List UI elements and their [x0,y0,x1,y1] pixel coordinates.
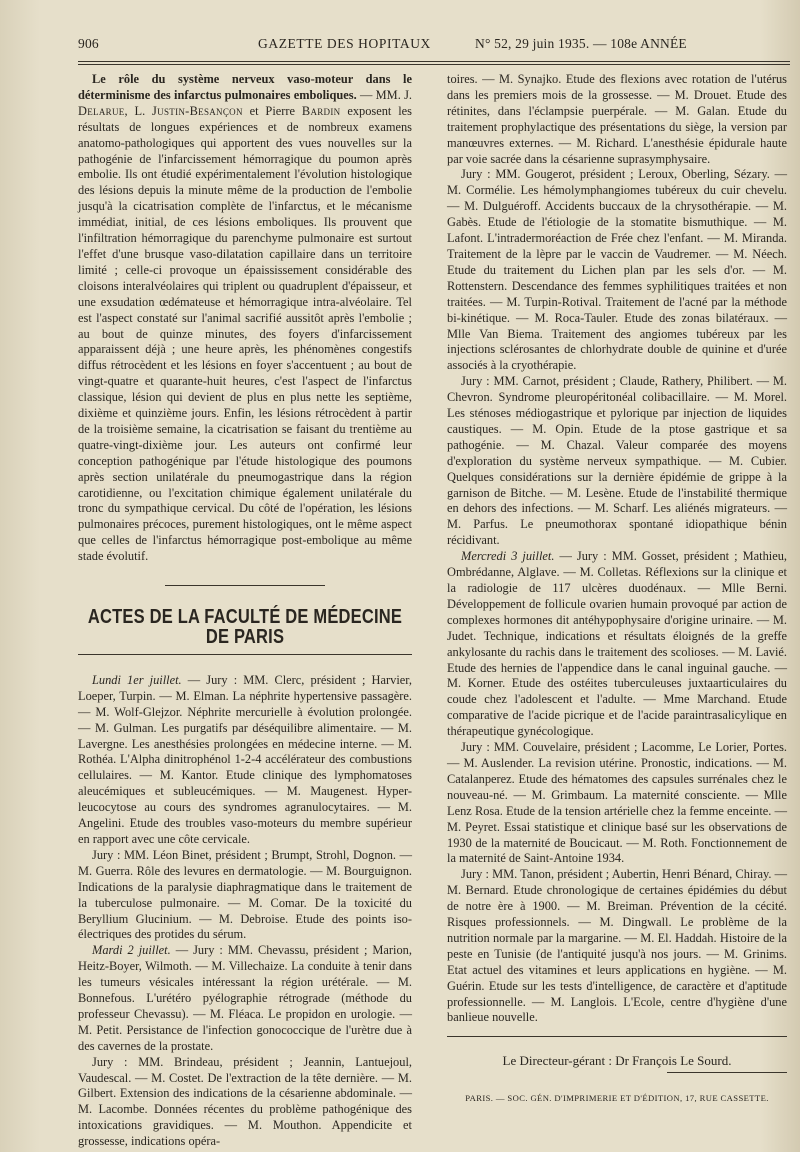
journal-title: GAZETTE DES HOPITAUX [258,36,431,51]
closing-rule [667,1072,787,1073]
faculty-acts-list [447,72,787,1026]
jury-text: — Jury : MM. Chevassu, président ; Marion, Heitz-Boyer, Wilmoth. — M. Villechaize. La conduite à tenir dans les tumeurs vésicales intéressant la région urétérale. — M. Bonnefous. L'urétéro pyélographie rétrograde (méthode du professeur Chevassu). — M. Fléaca. Le propidon en urologie. — M. Petit. Persistance de l'infection gonococcique de l'urètre due à des cavernes de la prostate. [78,943,412,1053]
date-lead: Lundi 1er juillet. [92,672,182,687]
page-header [78,34,790,56]
jury-text: Jury : MM. Brindeau, président ; Jeannin, Lantuejoul, Vaudescal. — M. Costet. De l'extraction de la tête dernière. — M. Gilbert. Extension des indications de la césarienne abdominale. — M. Lacombe. Données récentes du problème pathogénique des intoxications gravidiques. — M. Mouthon. Appendicite et grossesse, indications opéra- [78,1054,412,1149]
jury-paragraph [447,374,787,549]
author-separator: — MM. J. [356,87,412,102]
jury-text: Jury : MM. Carnot, président ; Claude, Rathery, Philibert. — M. Chevron. Syndrome pleuropéritonéal colibacillaire. — M. Morel. Les sténoses médiogastrique et pylorique par injection de liquides caustiques. — M. Opin. Etude de la ptose gastrique et sa pathogénie. — M. Chazal. Valeur comparée des moyens d'exploration du système nerveux sympathique. — M. Cubier. Quelques considérations sur la dernière épidémie de grippe à la garnison de Bitche. — M. Lesène. Etude de l'instabilité thermique en dehors des infections. — M. Scharf. Les aliénés migrateurs. — M. Parfus. Le pneumothorax spontané idiopathique bénin récidivant. [447,374,787,548]
jury-paragraph [447,72,787,167]
printer-line: PARIS. — SOC. GÉN. D'IMPRIMERIE ET D'ÉDITION, 17, RUE CASSETTE. [465,1093,769,1104]
jury-paragraph [78,673,412,848]
author-name: Delarue [78,103,125,118]
jury-text: Jury : MM. Gougerot, président ; Leroux, Oberling, Sézary. — M. Cormélie. Les hémolymphangiomes tubéreux du cuir chevelu. — M. Dulguéroff. Accidents buccaux de la chrysothérapie. — M. Gabès. Etude de l'étiologie de la stomatite bismuthique. — M. Lafont. L'intradermoréaction de Frée chez l'enfant. — M. Miranda. Traitement de la lèpre par le vaccin de Vaudremer. — M. Néech. Etude du traitement du Lichen plan par les sels d'or. — M. Rottenstern. Descendance des femmes syphilitiques traitées et non traitées. — M. Turpin-Rotival. Traitement de l'acné par la méthode bi-kinétique. — M. Roca-Tauler. Etude des zonas bilatéraux. — Mlle Van Biema. Traitement des angiomes tubéreux par les injections sclérosantes de chlorhydrate double de quinine et d'urée associés à la cryothérapie. [447,167,787,373]
author-separator: et Pierre [242,103,302,118]
jury-text: Jury : MM. Couvelaire, président ; Lacomme, Le Lorier, Portes. — M. Auslender. La revision utérine. Pronostic, indications. — M. Catalanperez. Etude des hématomes des capsules surrénales chez le nouveau-né. — M. Grimbaum. La maternité consciente. — Mlle Lenz Rosa. Etude de la tension artérielle chez la femme enceinte. — M. Peyret. Essai statistique et clinique basé sur les observations de 1930 de la maternité de Boucicaut. — M. Roth. Fonctionnement de la maternité de Saint-Antoine 1934. [447,740,787,866]
author-name: Justin-Besançon [152,103,243,118]
jury-text: Jury : MM. Léon Binet, président ; Brumpt, Strohl, Dognon. — M. Guerra. Rôle des levures en dermatologie. — M. Bourguignon. Indications de la paralysie diaphragmatique dans le traitement de la tuberculose pulmonaire. — M. Comar. De la toxicité du Beryllium Glucinium. — M. Debroise. Etude des points iso-électriques des protides du sérum. [78,847,412,942]
date-lead: Mardi 2 juillet. [92,943,171,958]
jury-text: — Jury : MM. Gosset, président ; Mathieu, Ombrédanne, Alglave. — M. Colletas. Réflexions sur la clinique et la radiologie de 117 ulcères duodénaux. — Mlle Berni. Développement de follicule ovarien humain provoqué par action de complexes hormones dit antéhypophysaire d'origine urinaire. — M. Judet. Technique, indications et résultats éloignés de la greffe ankylosante du rachis dans le traitement des scolioses. — M. Lavié. Etude des hernies de l'appendice dans le canal inguinal gauche. — M. Korner. Etude des ostéites tuberculeuses juxtaarticulaires du coude chez l'adolescent et l'adulte. — Mme Marchand. Etude comparative de l'acide picrique et de l'acide paraintrasalicylique en thérapeutique gynécologique. [447,549,788,739]
faculty-acts-list [78,673,412,1150]
infarctus-article [78,72,412,565]
author-name: Bardin [301,103,341,118]
author-separator: , L. [124,103,153,118]
right-column [447,72,787,1107]
jury-paragraph [78,943,412,1054]
closing-rule [447,1036,787,1037]
jury-paragraph [447,867,787,1026]
left-column [78,72,412,1150]
header-rule-double [78,64,790,65]
date-lead: Mercredi 3 juillet. [461,549,555,564]
section-rule [165,585,325,586]
jury-paragraph [78,1055,412,1150]
section-title: ACTES DE LA FACULTÉ DE MÉDECINE DE PARIS [87,605,403,648]
jury-paragraph [447,740,787,867]
jury-text: toires. — M. Synajko. Etude des flexions avec rotation de l'utérus dans les premiers mois de la grossesse. — M. Drouet. Etude des rétinites, dans l'éclampsie puerpérale. — M. Galan. Etude du traitement prophylactique des présentations du siège, la version par manœuvres externes. — M. Richard. L'anesthésie épidurale haute par voie sacrée dans la césarienne suprasymphysaire. [447,72,787,166]
jury-paragraph [78,848,412,943]
page-number: 906 [78,36,99,51]
jury-text: Jury : MM. Tanon, président ; Aubertin, Henri Bénard, Chiray. — M. Bernard. Etude chronologique de certaines épidémies du début de notre ère à 1900. — M. Breiman. Prévention de la cécité. Risques professionnels. — M. Dingwall. Le problème de la nutrition normale par la margarine. — M. El. Haddah. Histoire de la peste en Tunisie (de l'antiquité jusqu'à nos jours. — M. Grinims. Etat actuel des vitamines et leurs applications en hygiène. — M. Guérin. Etude sur les tests d'intelligence, de caractère et d'aptitude professionnelle. — M. Langlois. L'Ecole, centre d'hygiène d'une banlieue nouvelle. [447,867,787,1025]
jury-paragraph [447,167,787,374]
directeur-gerant: Le Directeur-gérant : Dr François Le Sourd. [502,1053,732,1069]
issue-info: N° 52, 29 juin 1935. — 108e ANNÉE [475,36,687,51]
jury-text: — Jury : MM. Clerc, président ; Harvier, Loeper, Turpin. — M. Elman. La néphrite hypertensive passagère. — M. Wolf-Glejzor. Néphrite mercurielle à évolution prolongée. — M. Gulman. Les purgatifs par déséquilibre alimentaire. — M. Lavergne. Les anesthésies prolongées en médecine interne. — M. Rothéa. L'Alpha dinitrophénol 1-2-4 accélérateur des combustions cellulaires. — M. Kantor. Etude clinique des lymphomatoses aleucémiques et subleucémiques. — M. Maugenest. Hyper-leucocytose au cours des syndromes agranulocytaires. — M. Angelini. Etude des troubles vaso-moteurs du membre supérieur en rapport avec une côte cervicale. [78,672,412,846]
article-body: exposent les résultats de longues expériences et de nombreux examens anatomo-pathologiques qui apportent des vues nouvelles sur la pathogénie de l'infarcissement hémorragique du poumon après embolie. Ils ont étudié expérimentalement l'évolution histologique des lésions depuis la minute même de la production de l'embolie jusqu'à la cicatrisation complète de l'infarctus, et le mécanisme immédiat, initial, de ces lésions emboliques. Ils prouvent que l'infiltration hémorragique du parenchyme pulmonaire est surtout l'effet d'une brusque vaso-dilatation capillaire dans un territoire limité ; celle-ci provoque un épaississement considérable des cloisons interalvéolaires qui triplent ou quadruplent d'épaisseur, et une exsudation œdémateuse et hémorragique intra-alvéolaire. Tel est l'aspect constaté sur l'animal sacrifié aussitôt après l'embolie ; au bout de quinze minutes, des foyers d'infarcissement apparaissent déjà ; une heure après, les phénomènes congestifs diffus rétrocèdent et les lésions en foyer s'accentuent ; au bout de vingt-quatre et quarante-huit heures, c'est l'aspect de l'infarctus classique, lésion qui devient de plus en plus nette les septième, dixième et quinzième jours. Enfin, les lésions rétrocèdent à partir de la troisième semaine, la cicatrisation se faisant du trentième au quatre-vingt-dixième jour. Les auteurs ont confirmé leur conception pathogénique par l'étude histologique des poumons après section unilatérale du pneumogastrique dans la région carotidienne, ou l'excitation chimique également unilatérale du tronc du sympathique cervical. Du côté de l'opération, les lésions pulmonaires précoces, purement histologiques, ont le même aspect que celles de l'infarctus hémorragique post-embolique au même stade évolutif. [78,103,412,564]
jury-paragraph [447,549,787,740]
article-title: Le rôle du système nerveux vaso-moteur dans le déterminisme des infarctus pulmonaires emboliques. [78,72,412,102]
header-rule [78,61,790,62]
